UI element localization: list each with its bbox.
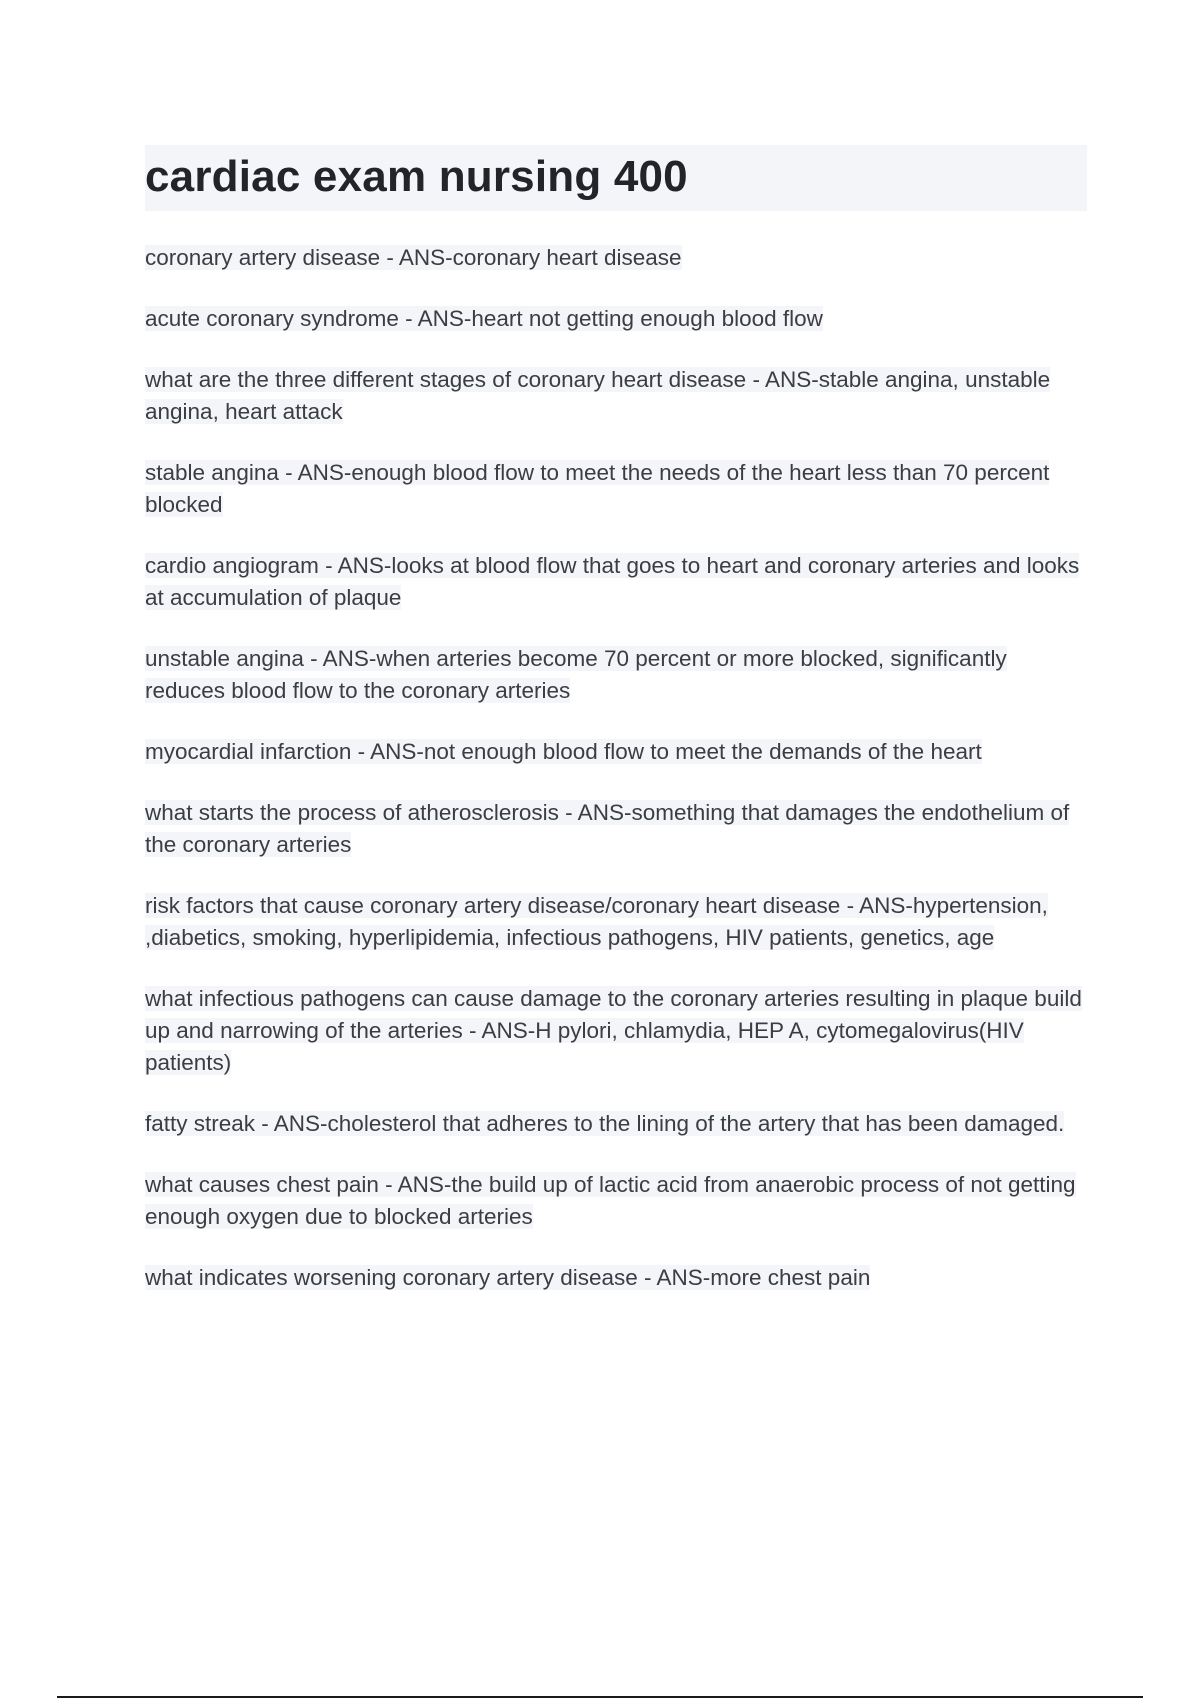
qa-item: [145, 457, 1090, 521]
qa-item-text: fatty streak - ANS-cholesterol that adheres to the lining of the artery that has been damaged.: [145, 1111, 1065, 1136]
qa-item-text: unstable angina - ANS-when arteries become 70 percent or more blocked, significantly reduces blood flow to the coronary arteries: [145, 646, 1007, 703]
page-title: cardiac exam nursing 400: [145, 152, 688, 201]
qa-item: [145, 242, 1090, 274]
qa-item-text: what causes chest pain - ANS-the build up of lactic acid from anaerobic process of not getting enough oxygen due to blocked arteries: [145, 1172, 1076, 1229]
qa-item: [145, 303, 1090, 335]
qa-item: [145, 1108, 1090, 1140]
page-footer-divider: [57, 1696, 1143, 1698]
qa-item-text: what are the three different stages of coronary heart disease - ANS-stable angina, unstable angina, heart attack: [145, 367, 1051, 424]
qa-item: [145, 550, 1090, 614]
qa-item-text: what indicates worsening coronary artery disease - ANS-more chest pain: [145, 1265, 871, 1290]
title-block: [145, 145, 1087, 211]
qa-item: [145, 364, 1090, 428]
qa-item: [145, 983, 1090, 1079]
qa-item: [145, 736, 1090, 768]
qa-item-text: what infectious pathogens can cause damage to the coronary arteries resulting in plaque build up and narrowing of the arteries - ANS-H pylori, chlamydia, HEP A, cytomegalovirus(HIV patients): [145, 986, 1082, 1075]
qa-item-text: coronary artery disease - ANS-coronary heart disease: [145, 245, 682, 270]
qa-item: [145, 797, 1090, 861]
qa-item: [145, 890, 1090, 954]
qa-item: [145, 1169, 1090, 1233]
qa-item-text: myocardial infarction - ANS-not enough blood flow to meet the demands of the heart: [145, 739, 982, 764]
qa-item-text: stable angina - ANS-enough blood flow to meet the needs of the heart less than 70 percent blocked: [145, 460, 1050, 517]
qa-item-text: risk factors that cause coronary artery disease/coronary heart disease - ANS-hypertension, ,diabetics, smoking, hyperlipidemia, infectious pathogens, HIV patients, genetics, age: [145, 893, 1048, 950]
qa-item: [145, 1262, 1090, 1294]
qa-item-text: acute coronary syndrome - ANS-heart not getting enough blood flow: [145, 306, 823, 331]
qa-item: [145, 643, 1090, 707]
qa-list: [145, 242, 1090, 1323]
qa-item-text: what starts the process of atherosclerosis - ANS-something that damages the endothelium of the coronary arteries: [145, 800, 1070, 857]
qa-item-text: cardio angiogram - ANS-looks at blood flow that goes to heart and coronary arteries and looks at accumulation of plaque: [145, 553, 1080, 610]
